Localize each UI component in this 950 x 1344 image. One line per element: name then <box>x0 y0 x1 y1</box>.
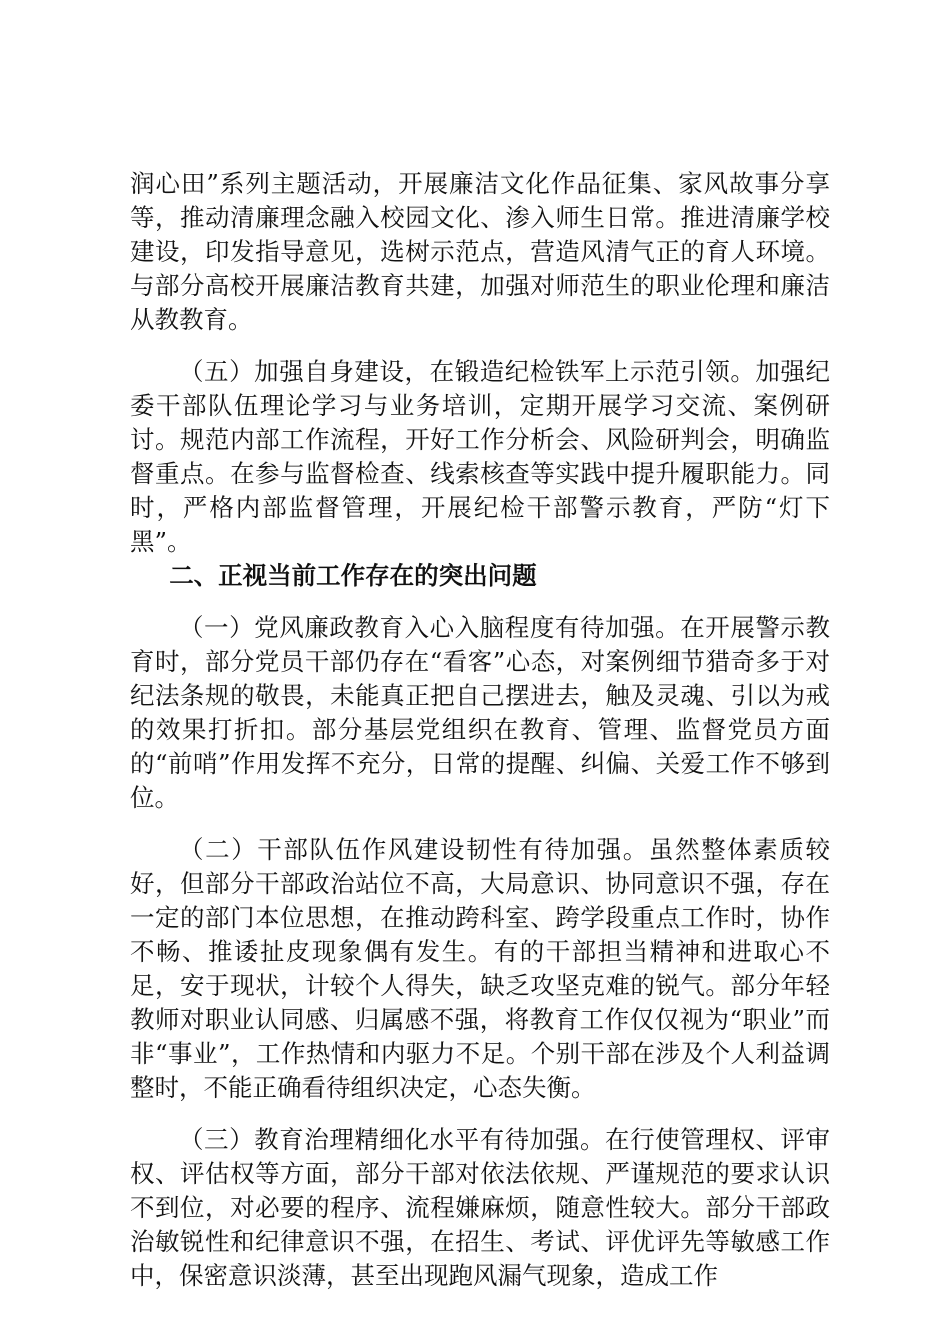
paragraph-continued: 润心田”系列主题活动，开展廉洁文化作品征集、家风故事分享等，推动清廉理念融入校园文化、渗入师生日常。推进清廉学校建设，印发指导意见，选树示范点，营造风清气正的育人环境。与部分高校开展廉洁教育共建，加强对师范生的职业伦理和廉洁从教教育。 <box>130 169 830 334</box>
paragraph-issue-one: （一）党风廉政教育入心入脑程度有待加强。在开展警示教育时，部分党员干部仍存在“看客”心态，对案例细节猎奇多于对纪法条规的敬畏，未能真正把自己摆进去，触及灵魂、引以为戒的效果打折扣。部分基层党组织在教育、管理、监督党员方面的“前哨”作用发挥不充分，日常的提醒、纠偏、关爱工作不够到位。 <box>130 613 830 812</box>
section-heading: 二、正视当前工作存在的突出问题 <box>169 561 537 590</box>
paragraph-issue-three: （三）教育治理精细化水平有待加强。在行使管理权、评审权、评估权等方面，部分干部对依法依规、严谨规范的要求认识不到位，对必要的程序、流程嫌麻烦，随意性较大。部分干部政治敏锐性和纪律意识不强，在招生、考试、评优评先等敏感工作中，保密意识淡薄，甚至出现跑风漏气现象，造成工作 <box>130 1125 830 1290</box>
paragraph-five: （五）加强自身建设，在锻造纪检铁军上示范引领。加强纪委干部队伍理论学习与业务培训，定期开展学习交流、案例研讨。规范内部工作流程，开好工作分析会、风险研判会，明确监督重点。在参与监督检查、线索核查等实践中提升履职能力。同时，严格内部监督管理，开展纪检干部警示教育，严防“灯下黑”。 <box>130 357 830 556</box>
paragraph-issue-two: （二）干部队伍作风建设韧性有待加强。虽然整体素质较好，但部分干部政治站位不高，大局意识、协同意识不强，存在一定的部门本位思想，在推动跨科室、跨学段重点工作时，协作不畅、推诿扯皮现象偶有发生。有的干部担当精神和进取心不足，安于现状，计较个人得失，缺乏攻坚克难的锐气。部分年轻教师对职业认同感、归属感不强，将教育工作仅仅视为“职业”而非“事业”，工作热情和内驱力不足。个别干部在涉及个人利益调整时，不能正确看待组织决定，心态失衡。 <box>130 835 830 1102</box>
document-page <box>130 167 830 1293</box>
